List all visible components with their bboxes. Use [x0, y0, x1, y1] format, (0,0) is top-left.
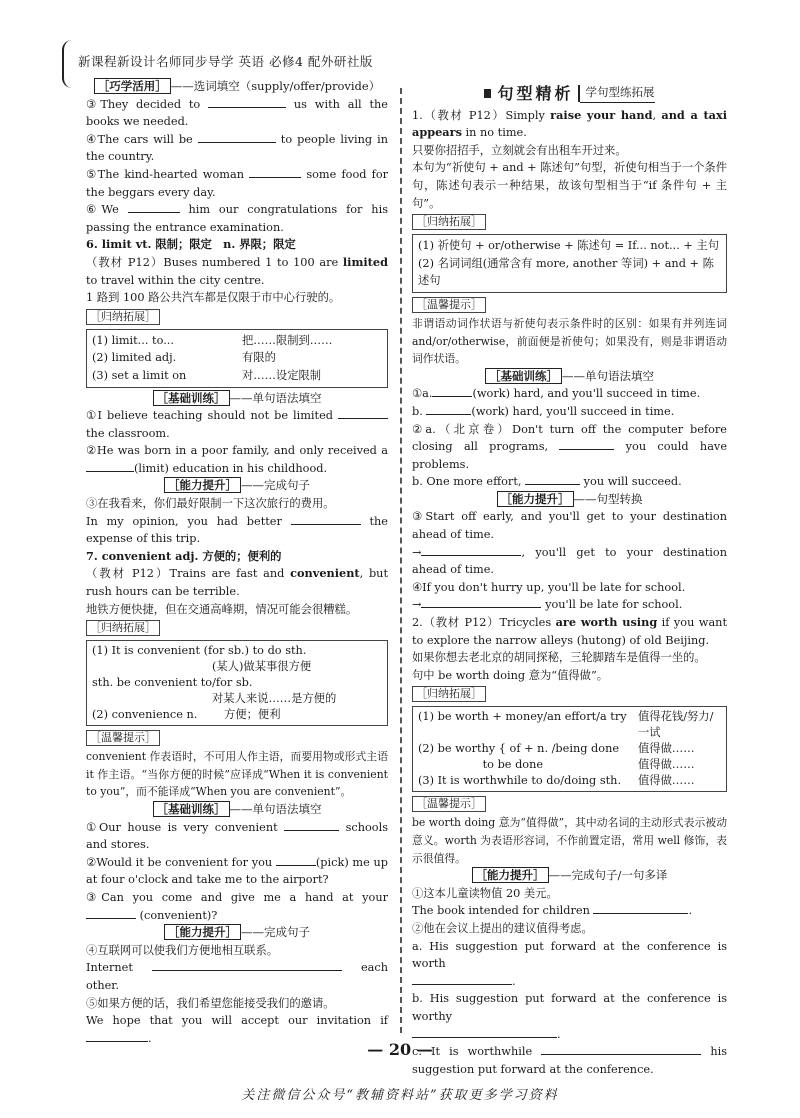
nengli-heading-2: ［能力提升］ ——完成句子 — [86, 924, 388, 942]
left-column — [86, 78, 388, 1047]
answer-blank[interactable] — [86, 460, 134, 472]
wenxin-label: ［温馨提示］ — [412, 297, 486, 313]
answer-blank[interactable] — [525, 473, 580, 485]
answer-blank[interactable] — [338, 407, 388, 419]
guina-label: ［归纳拓展］ — [86, 620, 160, 636]
answer-blank[interactable] — [208, 96, 286, 108]
exercise-4: ④The cars will be to people living in the country. — [86, 132, 389, 164]
sentence-2-box: (1) be worth + money/an effort/a try 值得花钱/努力/一试 (2) be worthy { of + n. /being done 值得做…… to be done 值得做…… (3) It is worthwhile to do/doing sth. 值得做…… — [412, 706, 727, 792]
sentence-2-cn: 如果你想去老北京的胡同探秘，三轮脚踏车是值得一坐的。 — [412, 651, 706, 665]
guina-label: ［归纳拓展］ — [412, 214, 486, 230]
wenxin-label: ［温馨提示］ — [412, 796, 486, 812]
answer-blank[interactable] — [421, 544, 521, 556]
jichu-heading-r: ［基础训练］ ——单句语法填空 — [412, 368, 727, 386]
drill-r1b: b. (work) hard, you'll succeed in time. — [412, 404, 675, 418]
drill-k2: ②Would it be convenient for you (pick) me up at four o'clock and take me to the airport? — [86, 855, 389, 887]
drill-r4: ④If you don't hurry up, you'll be late for school. — [412, 580, 686, 594]
word-7-example: （教材 P12）Trains are fast and convenient, but rush hours can be terrible. — [86, 566, 389, 599]
answer-blank[interactable] — [421, 596, 541, 608]
right-column — [412, 78, 727, 1078]
drill-r2a: ②a.（北京卷）Don't turn off the computer before closing all programs, you could have problems. — [412, 422, 728, 471]
drill-t2c: c. It is worthwhile his suggestion put forward at the conference. — [412, 1045, 728, 1076]
answer-blank[interactable] — [284, 819, 339, 831]
drill-r2b: b. One more effort, you will succeed. — [412, 475, 682, 489]
drill-r4-rewrite: → you'll be late for school. — [412, 598, 683, 612]
word-6-translation: 1 路到 100 路公共汽车都是仅限于市中心行驶的。 — [86, 291, 341, 305]
word-7-tip: convenient 作表语时，不可用人作主语，而要用物或形式主语 it 作主语。“当你方便的时候”应译成“When it is convenient to you”，而不能译成“When you are convenient”。 — [86, 750, 388, 799]
answer-blank[interactable] — [559, 438, 614, 450]
sentence-1-box: (1) 祈使句 + or/otherwise + 陈述句 = If... not... + 主句 (2) 名词词组(通常含有 more, another 等词) + and + 陈述句 — [412, 234, 727, 293]
drill-m5: We hope that you will accept our invitation if . — [86, 1014, 388, 1045]
nengli-heading-r: ［能力提升］ ——句型转换 — [412, 491, 727, 509]
sentence-2: 2.（教材 P12）Tricycles are worth using if you want to explore the narrow alleys (hutong) of old Beijing. — [412, 615, 727, 647]
section-title-main: 句型精析 — [493, 85, 579, 103]
drill-t1: The book intended for children . — [412, 904, 693, 918]
header-bracket — [62, 40, 74, 88]
drill-t2-cn: ②他在会议上提出的建议值得考虑。 — [412, 921, 593, 935]
sentence-1-note: 本句为“祈使句 + and + 陈述句”句型，祈使句相当于一个条件句，陈述句表示一种结果，故该句型相当于“if 条件句 + 主句”。 — [412, 161, 727, 210]
footer-note: 关注微信公众号“教辅资料站”获取更多学习资料 — [241, 1088, 559, 1103]
answer-blank[interactable] — [198, 131, 276, 143]
answer-blank[interactable] — [128, 201, 180, 213]
nengli-heading: ［能力提升］ ——完成句子 — [86, 477, 388, 495]
answer-blank[interactable] — [593, 902, 688, 914]
qiao-heading: ［巧学活用］ ——选词填空（supply/offer/provide） — [86, 78, 388, 96]
drill-r3: ③Start off early, and you'll get to your destination ahead of time. — [412, 510, 727, 542]
word-7-box: (1) It is convenient (for sb.) to do sth. (某人)做某事很方便 sth. be convenient to/for sb. 对某人来说……是方便的 (2) convenience n. 方便；便利 — [86, 640, 388, 726]
drill-3: In my opinion, you had better the expense of this trip. — [86, 514, 388, 546]
guina-label: ［归纳拓展］ — [86, 309, 160, 325]
answer-blank[interactable] — [86, 907, 136, 919]
answer-blank[interactable] — [432, 385, 472, 397]
section-title — [412, 84, 727, 103]
word-6-heading: 6. limit vt. 限制；限定 n. 界限；限定 — [86, 237, 296, 252]
drill-2: ②He was born in a poor family, and only received a (limit) education in his childhood. — [86, 444, 388, 475]
guina-label: ［归纳拓展］ — [412, 686, 486, 702]
sentence-1-tip: 非谓语动词作状语与祈使句表示条件时的区别：如果有并列连词 and/or/otherwise，前面便是祈使句；如果没有，则是非谓语动词作状语。 — [412, 316, 727, 366]
drill-k1: ①Our house is very convenient schools and stores. — [86, 820, 388, 852]
drill-m4: Internet each other. — [86, 961, 388, 992]
page-header: 新课程新设计名师同步导学 英语 必修4 配外研社版 — [78, 54, 373, 69]
wenxin-label: ［温馨提示］ — [86, 730, 160, 746]
exercise-5: ⑤The kind-hearted woman some food for the beggars every day. — [86, 167, 389, 199]
answer-blank[interactable] — [249, 166, 301, 178]
jichu-heading-2: ［基础训练］ ——单句语法填空 — [86, 801, 388, 819]
answer-blank[interactable] — [412, 1026, 557, 1038]
drill-r3-rewrite: → , you'll get to your destination ahead of time. — [412, 545, 727, 577]
drill-t2a: a. His suggestion put forward at the conference is worth . — [412, 939, 727, 988]
column-divider — [400, 88, 402, 1033]
jichu-heading: ［基础训练］ ——单句语法填空 — [86, 390, 388, 408]
sentence-1: 1.（教材 P12）Simply raise your hand, and a taxi appears in no time. — [412, 107, 728, 140]
answer-blank[interactable] — [412, 973, 512, 985]
word-7-translation: 地铁方便快捷，但在交通高峰期，情况可能会很糟糕。 — [86, 602, 358, 616]
exercise-6: ⑥We him our congratulations for his passing the entrance examination. — [86, 203, 388, 234]
nengli-heading-r2: ［能力提升］ ——完成句子/一句多译 — [412, 867, 727, 885]
page-number: — 20 — — [367, 1040, 433, 1059]
drill-m4-cn: ④互联网可以使我们方便地相互联系。 — [86, 943, 279, 957]
drill-1: ①I believe teaching should not be limited the classroom. — [86, 407, 388, 442]
exercise-3: ③They decided to us with all the books we needed. — [86, 97, 388, 129]
drill-t1-cn: ①这本儿童读物值 20 美元。 — [412, 886, 558, 900]
word-6-example: （教材 P12）Buses numbered 1 to 100 are limited to travel within the city centre. — [86, 254, 388, 287]
drill-3-cn: ③在我看来，你们最好限制一下这次旅行的费用。 — [86, 497, 335, 511]
answer-blank[interactable] — [291, 513, 361, 525]
drill-m5-cn: ⑤如果方便的话，我们希望您能接受我们的邀请。 — [86, 996, 335, 1010]
section-title-sub: 学句型练拓展 — [580, 84, 655, 103]
answer-blank[interactable] — [276, 854, 316, 866]
answer-blank[interactable] — [152, 959, 342, 971]
word-7-heading: 7. convenient adj. 方便的；便利的 — [86, 548, 282, 563]
drill-r1a: ①a. (work) hard, and you'll succeed in time. — [412, 387, 701, 401]
word-6-box: (1) limit... to... 把……限制到…… (2) limited adj. 有限的 (3) set a limit on 对……设定限制 — [86, 329, 388, 388]
sentence-2-tip: be worth doing 意为“值得做”，其中动名词的主动形式表示被动意义。worth 为表语形容词，不作前置定语，常用 well 修饰，表示很值得。 — [412, 816, 727, 865]
sentence-2-note: 句中 be worth doing 意为“值得做”。 — [412, 668, 609, 682]
answer-blank[interactable] — [426, 403, 471, 415]
drill-k3: ③Can you come and give me a hand at your (convenient)? — [86, 890, 388, 922]
sentence-1-cn: 只要你招招手，立刻就会有出租车开过来。 — [412, 143, 627, 157]
title-square-icon — [484, 89, 491, 98]
drill-t2b: b. His suggestion put forward at the conference is worthy . — [412, 992, 727, 1041]
